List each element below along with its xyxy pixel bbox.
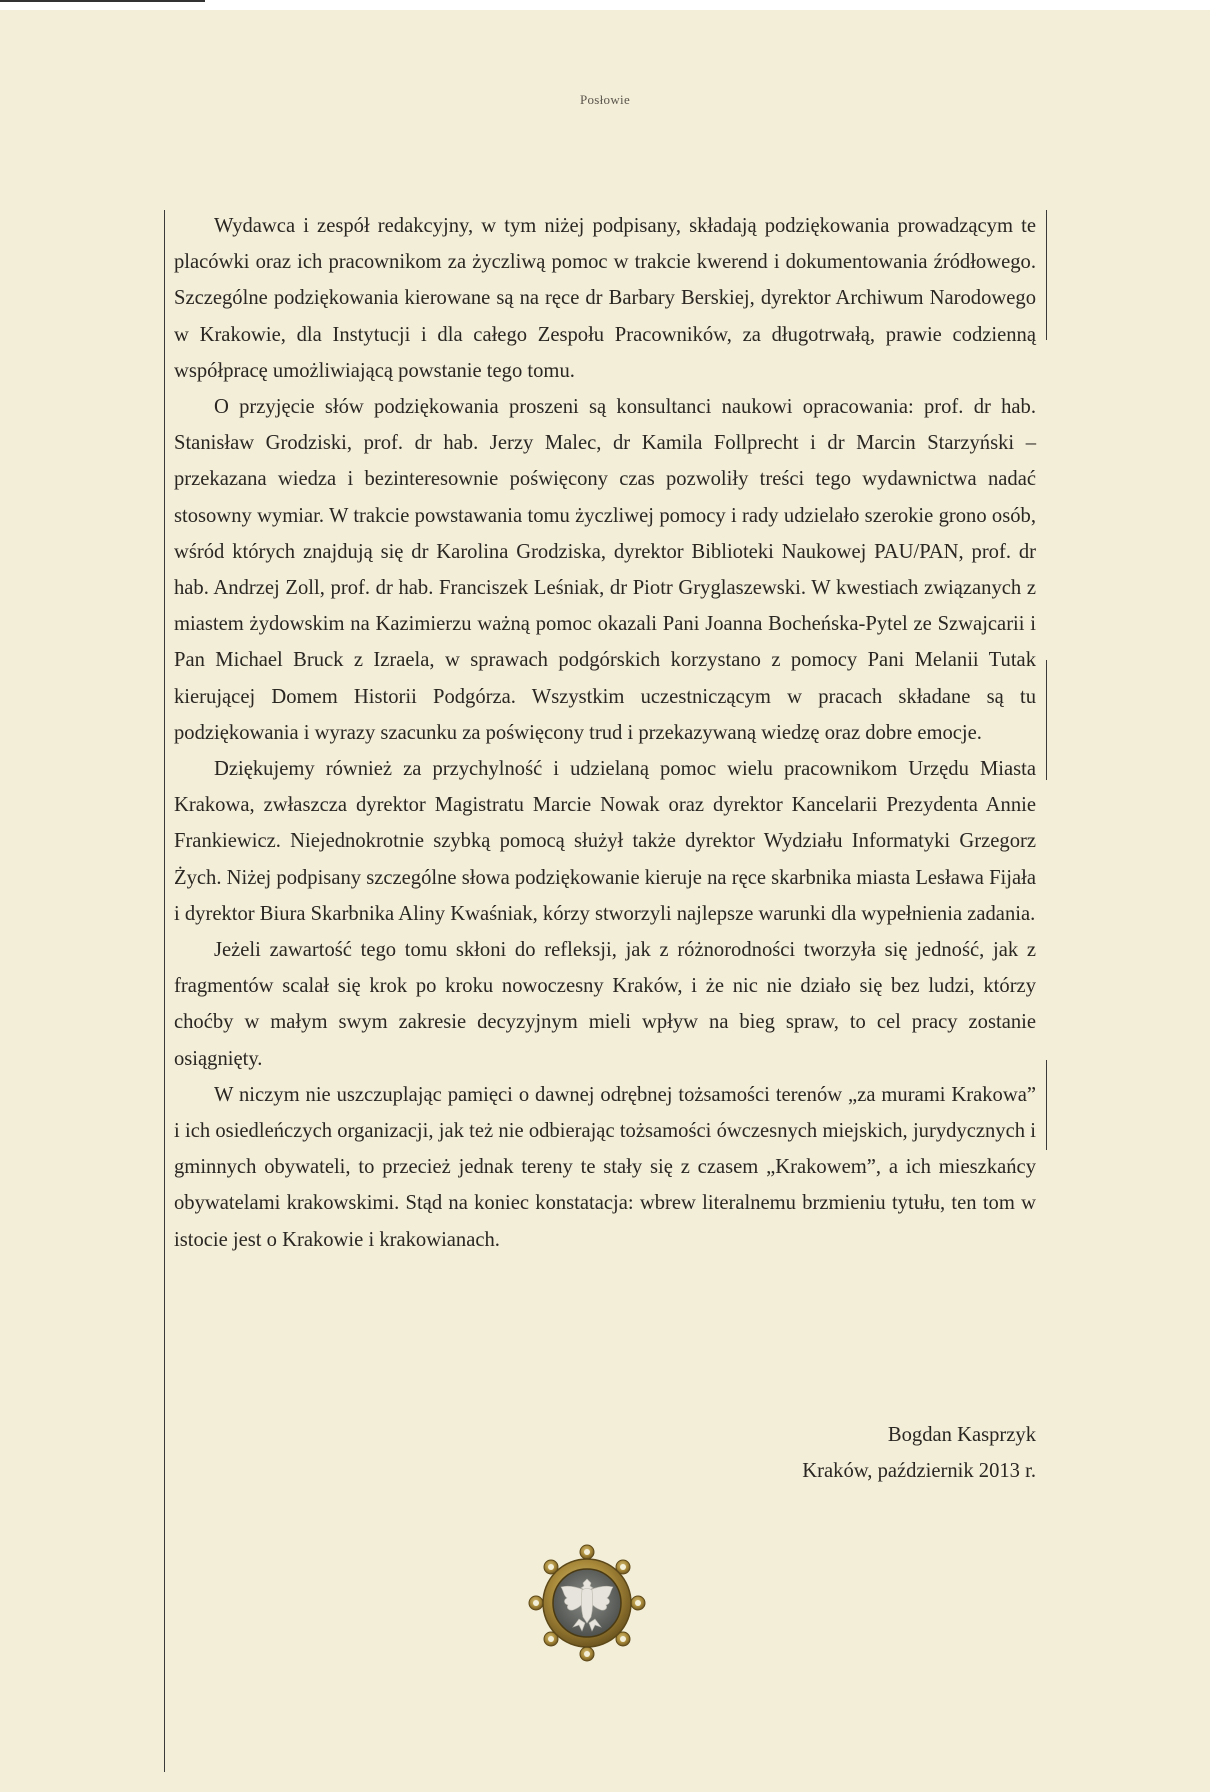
emblem-graphic <box>527 1543 647 1663</box>
paragraph: Jeżeli zawartość tego tomu skłoni do refleksji, jak z różnorodności tworzyła się jedność, jak z fragmentów scalał się krok po kroku nowoczesny Kraków, i że nic nie działo się bez ludzi, którzy choćby w małym swym zakresie decyzyjnym mieli wpływ na bieg spraw, to cel pracy zostanie osiągnięty. <box>174 939 1036 1070</box>
paragraph: Dziękujemy również za przychylność i udzielaną pomoc wielu pracownikom Urzędu Miasta Krakowa, zwłaszcza dyrektor Magistratu Marcie Nowak oraz dyrektor Kancelarii Prezydenta Annie Frankiewicz. Niejednokrotnie szybką pomocą służył także dyrektor Wydziału Informatyki Grzegorz Żych. Niżej podpisany szczególne słowa podziękowanie kieruje na ręce skarbnika miasta Lesława Fijała i dyrektor Biura Skarbnika Aliny Kwaśniak, kórzy stworzyli najlepsze warunki dla wypełnienia zadania. <box>174 758 1036 925</box>
author-name: Bogdan Kasprzyk <box>887 1424 1036 1446</box>
paragraph: W niczym nie uszczuplając pamięci o dawnej odrębnej tożsamości terenów „za murami Krakowa” i ich osiedleńczych organizacji, jak też nie odbierając tożsamości ówczesnych miejskich, jurydycznych i gminnych obywateli, to przecież jednak tereny te stały się z czasem „Krakowem”, a ich mieszkańcy obywatelami krakowskimi. Stąd na koniec konstatacja: wbrew literalnemu brzmieniu tytułu, ten tom w istocie jest o Krakowie i krakowianach. <box>174 1083 1036 1251</box>
place-and-date: Kraków, październik 2013 r. <box>802 1460 1036 1483</box>
afterword-text <box>174 208 1036 1258</box>
right-margin-rule <box>1046 210 1047 340</box>
page-top-edge <box>0 0 1210 10</box>
signature-block <box>600 1417 1036 1489</box>
paragraph: Wydawca i zespół redakcyjny, w tym niżej podpisany, składają podziękowania prowadzącym te placówki oraz ich pracownikom za życzliwą pomoc w trakcie kwerend i dokumentowania źródłowego. Szczególne podziękowania kierowane są na ręce dr Barbary Berskiej, dyrektor Archiwum Narodowego w Krakowie, dla Instytucji i dla całego Zespołu Pracowników, za długotrwałą, prawie codzienną współpracę umożliwiającą powstanie tego tomu. <box>174 215 1036 382</box>
left-margin-rule <box>164 210 165 1772</box>
top-edge-line <box>0 0 205 2</box>
right-margin-rule <box>1046 660 1047 780</box>
eagle-emblem-icon <box>527 1543 647 1663</box>
right-margin-rule <box>1046 1060 1047 1150</box>
running-head: Posłowie <box>579 92 631 107</box>
paragraph: O przyjęcie słów podziękowania proszeni są konsultanci naukowi opracowania: prof. dr hab. Stanisław Grodziski, prof. dr hab. Jerzy Malec, dr Kamila Follprecht i dr Marcin Starzyński – przekazana wiedza i bezinteresownie poświęcony czas pozwoliły treści tego wydawnictwa nadać stosowny wymiar. W trakcie powstawania tomu życzliwej pomocy i rady udzielało szerokie grono osób, wśród których znajdują się dr Karolina Grodziska, dyrektor Biblioteki Naukowej PAU/PAN, prof. dr hab. Andrzej Zoll, prof. dr hab. Franciszek Leśniak, dr Piotr Gryglaszewski. W kwestiach związanych z miastem żydowskim na Kazimierzu ważną pomoc okazali Pani Joanna Bocheńska-Pytel ze Szwajcarii i Pan Michael Bruck z Izraela, w sprawach podgórskich korzystano z pomocy Pani Melanii Tutak kierującej Domem Historii Podgórza. Wszystkim uczestniczącym w pracach składane są tu podziękowania i wyrazy szacunku za poświęcony trud i przekazywaną wiedzę oraz dobre emocje. <box>174 396 1036 744</box>
